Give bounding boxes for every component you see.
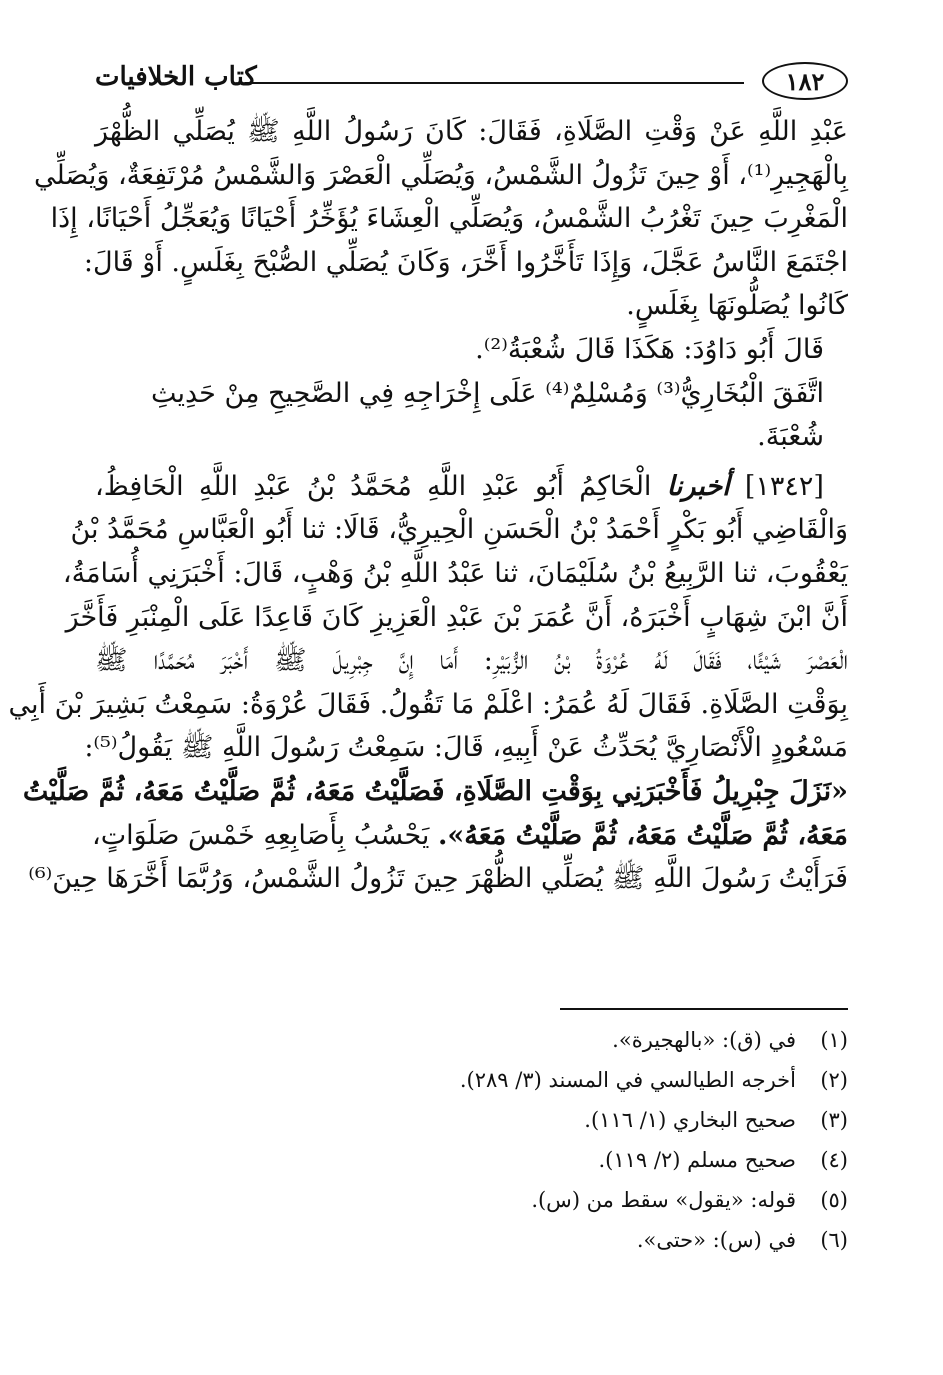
text-line: فَرَأَيْتُ رَسُولَ اللَّهِ ﷺ يُصَلِّي الظُّهْرَ حِينَ تَزُولُ الشَّمْسُ، وَرُبَّمَا أَخَّرَهَا حِينَ⁽⁶⁾ bbox=[28, 863, 848, 895]
page-header bbox=[95, 60, 848, 104]
paragraph-1 bbox=[33, 110, 848, 328]
text-line: اجْتَمَعَ النَّاسُ عَجَّلَ، وَإِذَا تَأَخَّرُوا أَخَّرَ، وَكَانَ يُصَلِّي الصُّبْحَ بِغَلَسٍ. أَوْ قَالَ: bbox=[83, 246, 848, 278]
page-number: ١٨٢ bbox=[762, 62, 848, 100]
footnote-text: أخرجه الطيالسي في المسند (٣/ ٢٨٩). bbox=[459, 1068, 796, 1092]
akhbarana-label: أخبرنا bbox=[666, 470, 730, 502]
footnote-number: (٢) bbox=[820, 1068, 848, 1092]
footnote-text: صحيح مسلم (٢/ ١١٩). bbox=[598, 1148, 796, 1172]
footnote-number: (١) bbox=[820, 1028, 848, 1052]
text-line: أَنَّ ابْنَ شِهَابٍ أَخْبَرَهُ، أَنَّ عُمَرَ بْنَ عَبْدِ الْعَزِيزِ كَانَ قَاعِدًا عَلَى الْمِنْبَرِ فَأَخَّرَ bbox=[65, 601, 848, 633]
hadith-quote-end: مَعَهُ، ثُمَّ صَلَّيْتُ مَعَهُ، ثُمَّ صَلَّيْتُ مَعَهُ». bbox=[437, 819, 848, 851]
book-title: كتاب الخلافيات bbox=[95, 62, 257, 92]
text-line: مَسْعُودٍ الْأَنْصَارِيَّ يُحَدِّثُ عَنْ أَبِيهِ، قَالَ: سَمِعْتُ رَسُولَ اللَّهِ ﷺ يَقُولُ⁽⁵⁾: bbox=[84, 732, 848, 764]
hadith-number: [١٣٤٢] bbox=[744, 470, 824, 502]
text-line: يَعْقُوبَ، ثنا الرَّبِيعُ بْنُ سُلَيْمَانَ، ثنا عَبْدُ اللَّهِ بْنُ وَهْبٍ، قَالَ: أَخْبَرَنِي أُسَامَةُ، bbox=[62, 557, 848, 589]
header-rule bbox=[245, 82, 744, 84]
footnote bbox=[300, 1060, 848, 1100]
footnote-number: (٦) bbox=[820, 1228, 848, 1252]
text-line: وَالْقَاضِي أَبُو بَكْرٍ أَحْمَدُ بْنُ الْحَسَنِ الْحِيرِيُّ، قَالَا: ثنا أَبُو الْعَبَّاسِ مُحَمَّدُ بْنُ bbox=[70, 514, 848, 546]
footnote bbox=[300, 1020, 848, 1060]
footnote-number: (٣) bbox=[820, 1108, 848, 1132]
footnote-number: (٥) bbox=[820, 1188, 848, 1212]
text-line: بِوَقْتِ الصَّلَاةِ. فَقَالَ لَهُ عُمَرُ: اعْلَمْ مَا تَقُولُ. فَقَالَ عُرْوَةُ: سَمِعْتُ بَشِيرَ بْنَ أَبِي bbox=[8, 688, 848, 720]
counting-text: يَحْسُبُ بِأَصَابِعِهِ خَمْسَ صَلَوَاتٍ، bbox=[92, 819, 430, 851]
isnad-start: الْحَاكِمُ أَبُو عَبْدِ اللَّهِ مُحَمَّدُ بْنُ عَبْدِ اللَّهِ الْحَافِظُ، bbox=[95, 470, 652, 502]
hadith-quote-line: «نَزَلَ جِبْرِيلُ فَأَخْبَرَنِي بِوَقْتِ الصَّلَاةِ، فَصَلَّيْتُ مَعَهُ، ثُمَّ صَلَّيْتُ مَعَهُ، ثُمَّ صَلَّيْتُ bbox=[22, 775, 848, 807]
text-line: الْمَغْرِبَ حِينَ تَغْرُبُ الشَّمْسُ، وَيُصَلِّي الْعِشَاءَ يُؤَخِّرُ أَحْيَانًا وَيُعَجِّلُ أَحْيَانًا، إِذَا bbox=[50, 203, 848, 235]
paragraph-2 bbox=[8, 465, 848, 901]
footnotes bbox=[300, 1020, 848, 1260]
footnote-text: قوله: «يقول» سقط من (س). bbox=[531, 1188, 796, 1212]
footnote-number: (٤) bbox=[820, 1148, 848, 1172]
text-line: الْعَصْرَ شَيْئًا، فَقَالَ لَهُ عُرْوَةُ بْنُ الزُّبَيْرِ: أَمَا إِنَّ جِبْرِيلَ ﷺ أَخْبَرَ مُحَمَّدًا ﷺ bbox=[95, 645, 848, 677]
text-line: كَانُوا يُصَلُّونَهَا بِغَلَسٍ. bbox=[626, 290, 848, 322]
hadith-mixed-line bbox=[92, 814, 848, 858]
footnote-text: صحيح البخاري (١/ ١١٦). bbox=[584, 1108, 796, 1132]
footnote bbox=[300, 1140, 848, 1180]
footnote bbox=[300, 1220, 848, 1260]
footnote-text: في (ق): «بالهجيرة». bbox=[612, 1028, 796, 1052]
text-line: بِالْهَجِيرِ⁽¹⁾، أَوْ حِينَ تَزُولُ الشَّمْسُ، وَيُصَلِّي الْعَصْرَ وَالشَّمْسُ مُرْتَفِعَةٌ، وَيُصَلِّي bbox=[33, 159, 848, 191]
footnote bbox=[300, 1180, 848, 1220]
agreed-upon-note: اتَّفَقَ الْبُخَارِيُّ⁽³⁾ وَمُسْلِمٌ⁽⁴⁾ عَلَى إِخْرَاجِهِ فِي الصَّحِيحِ مِنْ حَدِيثِ شُعْبَةَ. bbox=[150, 377, 824, 453]
hadith-opening-line bbox=[95, 465, 848, 509]
footnote-divider bbox=[560, 1008, 848, 1010]
footnote bbox=[300, 1100, 848, 1140]
text-line: عَبْدِ اللَّهِ عَنْ وَقْتِ الصَّلَاةِ، فَقَالَ: كَانَ رَسُولُ اللَّهِ ﷺ يُصَلِّي الظُّهْرَ bbox=[95, 116, 848, 147]
main-text bbox=[8, 110, 848, 901]
footnote-text: في (س): «حتى». bbox=[636, 1228, 796, 1252]
abu-dawud-note: قَالَ أَبُو دَاوُدَ: هَكَذَا قَالَ شُعْبَةُ⁽²⁾. bbox=[475, 333, 824, 365]
